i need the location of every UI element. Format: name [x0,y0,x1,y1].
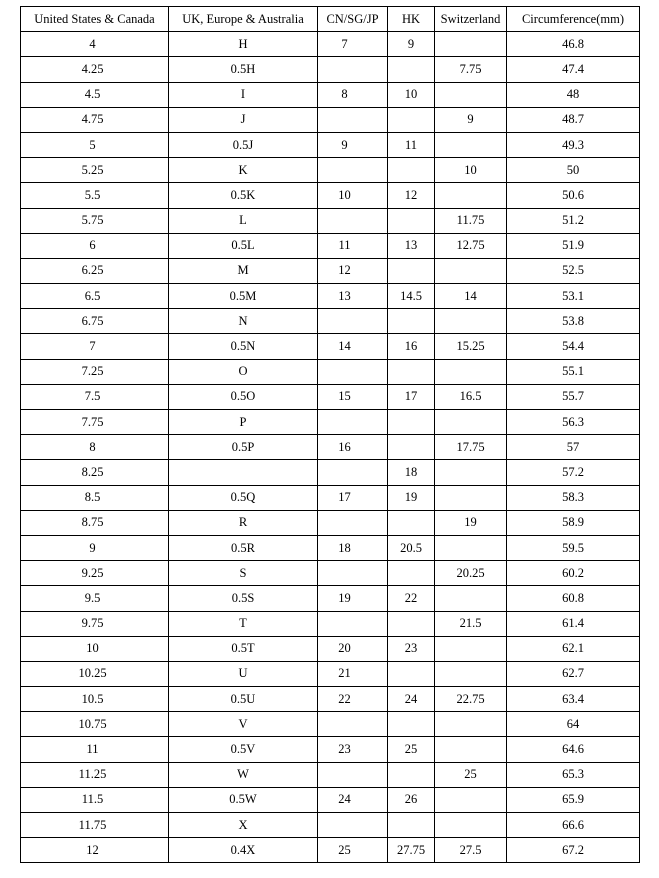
cell-cn-sg-jp [318,611,388,636]
cell-us-canada: 8.25 [21,460,169,485]
table-row [21,737,640,762]
cell-circumference: 48.7 [507,107,640,132]
cell-circumference: 48 [507,82,640,107]
cell-hk [388,435,435,460]
cell-us-canada: 11.5 [21,787,169,812]
cell-us-canada: 7 [21,334,169,359]
cell-us-canada: 7.25 [21,359,169,384]
cell-switzerland [435,132,507,157]
cell-cn-sg-jp: 9 [318,132,388,157]
header-row [21,7,640,32]
table-row [21,787,640,812]
cell-us-canada: 6.75 [21,309,169,334]
cell-switzerland [435,485,507,510]
cell-circumference: 65.9 [507,787,640,812]
cell-switzerland [435,787,507,812]
cell-us-canada: 6 [21,233,169,258]
cell-us-canada: 9.25 [21,561,169,586]
cell-hk [388,309,435,334]
cell-switzerland [435,32,507,57]
cell-uk-europe-australia: R [169,510,318,535]
cell-cn-sg-jp: 24 [318,787,388,812]
cell-uk-europe-australia: 0.5W [169,787,318,812]
table-row [21,284,640,309]
table-row [21,485,640,510]
cell-switzerland [435,359,507,384]
cell-circumference: 46.8 [507,32,640,57]
cell-uk-europe-australia: I [169,82,318,107]
cell-cn-sg-jp: 16 [318,435,388,460]
table-row [21,410,640,435]
cell-switzerland [435,309,507,334]
cell-us-canada: 4.5 [21,82,169,107]
cell-hk: 25 [388,737,435,762]
cell-circumference: 56.3 [507,410,640,435]
cell-us-canada: 9 [21,535,169,560]
cell-circumference: 60.8 [507,586,640,611]
cell-us-canada: 7.5 [21,384,169,409]
cell-us-canada: 10.5 [21,687,169,712]
cell-cn-sg-jp [318,410,388,435]
cell-circumference: 67.2 [507,838,640,863]
cell-us-canada: 9.75 [21,611,169,636]
cell-circumference: 58.3 [507,485,640,510]
cell-uk-europe-australia: 0.5M [169,284,318,309]
cell-cn-sg-jp [318,561,388,586]
cell-cn-sg-jp [318,762,388,787]
cell-uk-europe-australia: K [169,158,318,183]
cell-us-canada: 6.25 [21,258,169,283]
table-row [21,57,640,82]
cell-hk: 19 [388,485,435,510]
cell-us-canada: 5.5 [21,183,169,208]
cell-cn-sg-jp: 12 [318,258,388,283]
cell-us-canada: 12 [21,838,169,863]
cell-circumference: 51.2 [507,208,640,233]
cell-switzerland [435,661,507,686]
cell-cn-sg-jp: 20 [318,636,388,661]
table-row [21,107,640,132]
cell-circumference: 61.4 [507,611,640,636]
cell-cn-sg-jp: 22 [318,687,388,712]
cell-circumference: 55.1 [507,359,640,384]
cell-us-canada: 8.75 [21,510,169,535]
cell-switzerland [435,813,507,838]
cell-circumference: 50 [507,158,640,183]
cell-circumference: 51.9 [507,233,640,258]
cell-circumference: 50.6 [507,183,640,208]
cell-circumference: 62.1 [507,636,640,661]
cell-hk: 13 [388,233,435,258]
cell-us-canada: 10.25 [21,661,169,686]
cell-hk: 11 [388,132,435,157]
table-row [21,82,640,107]
cell-uk-europe-australia: 0.5P [169,435,318,460]
cell-uk-europe-australia: 0.5R [169,535,318,560]
cell-us-canada: 8 [21,435,169,460]
cell-cn-sg-jp: 19 [318,586,388,611]
cell-circumference: 58.9 [507,510,640,535]
cell-circumference: 59.5 [507,535,640,560]
cell-cn-sg-jp: 14 [318,334,388,359]
cell-cn-sg-jp: 7 [318,32,388,57]
cell-circumference: 64.6 [507,737,640,762]
cell-switzerland [435,410,507,435]
cell-uk-europe-australia: 0.5N [169,334,318,359]
table-row [21,435,640,460]
table-row [21,762,640,787]
cell-us-canada: 7.75 [21,410,169,435]
cell-uk-europe-australia: 0.4X [169,838,318,863]
ring-size-conversion-table [20,6,640,863]
table-row [21,561,640,586]
cell-hk [388,510,435,535]
cell-switzerland: 20.25 [435,561,507,586]
cell-cn-sg-jp: 10 [318,183,388,208]
cell-hk [388,661,435,686]
cell-switzerland [435,460,507,485]
cell-switzerland: 14 [435,284,507,309]
cell-switzerland: 10 [435,158,507,183]
cell-hk [388,258,435,283]
table-row [21,813,640,838]
cell-switzerland: 7.75 [435,57,507,82]
cell-circumference: 52.5 [507,258,640,283]
cell-cn-sg-jp: 23 [318,737,388,762]
cell-circumference: 60.2 [507,561,640,586]
cell-circumference: 64 [507,712,640,737]
cell-hk: 23 [388,636,435,661]
cell-hk [388,712,435,737]
cell-switzerland: 12.75 [435,233,507,258]
cell-us-canada: 10 [21,636,169,661]
cell-hk: 14.5 [388,284,435,309]
table-header [21,7,640,32]
table-row [21,334,640,359]
cell-hk: 22 [388,586,435,611]
cell-uk-europe-australia: J [169,107,318,132]
header-hk: HK [388,7,435,32]
cell-cn-sg-jp [318,359,388,384]
table-row [21,661,640,686]
cell-hk [388,611,435,636]
cell-hk [388,158,435,183]
cell-cn-sg-jp: 15 [318,384,388,409]
cell-switzerland: 15.25 [435,334,507,359]
cell-us-canada: 4.75 [21,107,169,132]
cell-switzerland: 17.75 [435,435,507,460]
cell-switzerland: 25 [435,762,507,787]
cell-uk-europe-australia: 0.5K [169,183,318,208]
table-row [21,359,640,384]
cell-circumference: 63.4 [507,687,640,712]
cell-cn-sg-jp [318,208,388,233]
cell-switzerland: 9 [435,107,507,132]
cell-circumference: 54.4 [507,334,640,359]
cell-hk [388,762,435,787]
cell-us-canada: 5 [21,132,169,157]
cell-circumference: 65.3 [507,762,640,787]
header-switzerland: Switzerland [435,7,507,32]
cell-cn-sg-jp: 8 [318,82,388,107]
cell-hk [388,208,435,233]
cell-circumference: 55.7 [507,384,640,409]
cell-cn-sg-jp: 18 [318,535,388,560]
cell-cn-sg-jp: 17 [318,485,388,510]
cell-uk-europe-australia: 0.5Q [169,485,318,510]
table-row [21,233,640,258]
cell-circumference: 66.6 [507,813,640,838]
table-row [21,132,640,157]
table-row [21,510,640,535]
table-row [21,838,640,863]
cell-uk-europe-australia: N [169,309,318,334]
header-us-canada: United States & Canada [21,7,169,32]
cell-cn-sg-jp: 21 [318,661,388,686]
cell-circumference: 53.8 [507,309,640,334]
table-row [21,258,640,283]
cell-hk [388,57,435,82]
cell-us-canada: 9.5 [21,586,169,611]
cell-us-canada: 4 [21,32,169,57]
cell-uk-europe-australia [169,460,318,485]
cell-cn-sg-jp [318,712,388,737]
cell-us-canada: 5.75 [21,208,169,233]
cell-uk-europe-australia: 0.5O [169,384,318,409]
cell-cn-sg-jp [318,813,388,838]
cell-uk-europe-australia: 0.5V [169,737,318,762]
table-row [21,586,640,611]
cell-circumference: 62.7 [507,661,640,686]
table-row [21,712,640,737]
cell-hk [388,107,435,132]
cell-uk-europe-australia: V [169,712,318,737]
cell-circumference: 49.3 [507,132,640,157]
cell-hk: 26 [388,787,435,812]
cell-switzerland [435,737,507,762]
cell-cn-sg-jp [318,510,388,535]
table-row [21,687,640,712]
cell-hk: 18 [388,460,435,485]
cell-cn-sg-jp [318,158,388,183]
cell-hk [388,561,435,586]
cell-cn-sg-jp: 13 [318,284,388,309]
cell-switzerland: 16.5 [435,384,507,409]
table-row [21,32,640,57]
cell-us-canada: 8.5 [21,485,169,510]
cell-cn-sg-jp [318,57,388,82]
header-cn-sg-jp: CN/SG/JP [318,7,388,32]
cell-uk-europe-australia: P [169,410,318,435]
cell-us-canada: 11 [21,737,169,762]
cell-circumference: 57 [507,435,640,460]
cell-switzerland [435,712,507,737]
cell-uk-europe-australia: X [169,813,318,838]
cell-hk: 24 [388,687,435,712]
cell-switzerland [435,258,507,283]
cell-uk-europe-australia: 0.5H [169,57,318,82]
cell-cn-sg-jp: 11 [318,233,388,258]
table-row [21,460,640,485]
cell-hk: 12 [388,183,435,208]
table-row [21,611,640,636]
cell-switzerland [435,183,507,208]
cell-hk: 9 [388,32,435,57]
cell-us-canada: 6.5 [21,284,169,309]
cell-uk-europe-australia: 0.5S [169,586,318,611]
cell-us-canada: 4.25 [21,57,169,82]
cell-uk-europe-australia: U [169,661,318,686]
cell-circumference: 47.4 [507,57,640,82]
cell-hk: 10 [388,82,435,107]
cell-cn-sg-jp: 25 [318,838,388,863]
cell-hk [388,410,435,435]
cell-circumference: 57.2 [507,460,640,485]
cell-switzerland: 11.75 [435,208,507,233]
cell-us-canada: 11.25 [21,762,169,787]
cell-switzerland [435,636,507,661]
cell-us-canada: 10.75 [21,712,169,737]
cell-uk-europe-australia: W [169,762,318,787]
table-row [21,636,640,661]
cell-circumference: 53.1 [507,284,640,309]
table-row [21,309,640,334]
cell-hk: 17 [388,384,435,409]
header-uk-europe-australia: UK, Europe & Australia [169,7,318,32]
cell-hk: 27.75 [388,838,435,863]
table-row [21,384,640,409]
cell-cn-sg-jp [318,309,388,334]
cell-cn-sg-jp [318,107,388,132]
cell-uk-europe-australia: T [169,611,318,636]
table-body [21,32,640,863]
table-row [21,535,640,560]
header-circumference: Circumference(mm) [507,7,640,32]
cell-cn-sg-jp [318,460,388,485]
cell-switzerland: 19 [435,510,507,535]
cell-uk-europe-australia: L [169,208,318,233]
cell-uk-europe-australia: 0.5L [169,233,318,258]
cell-uk-europe-australia: 0.5T [169,636,318,661]
cell-switzerland [435,535,507,560]
cell-uk-europe-australia: H [169,32,318,57]
cell-uk-europe-australia: 0.5U [169,687,318,712]
cell-switzerland [435,586,507,611]
cell-hk: 20.5 [388,535,435,560]
cell-switzerland: 22.75 [435,687,507,712]
cell-switzerland: 21.5 [435,611,507,636]
cell-hk: 16 [388,334,435,359]
cell-hk [388,813,435,838]
cell-uk-europe-australia: S [169,561,318,586]
cell-uk-europe-australia: O [169,359,318,384]
cell-switzerland: 27.5 [435,838,507,863]
cell-uk-europe-australia: M [169,258,318,283]
table-row [21,208,640,233]
table-row [21,158,640,183]
cell-us-canada: 11.75 [21,813,169,838]
cell-switzerland [435,82,507,107]
cell-hk [388,359,435,384]
cell-us-canada: 5.25 [21,158,169,183]
table-row [21,183,640,208]
cell-uk-europe-australia: 0.5J [169,132,318,157]
